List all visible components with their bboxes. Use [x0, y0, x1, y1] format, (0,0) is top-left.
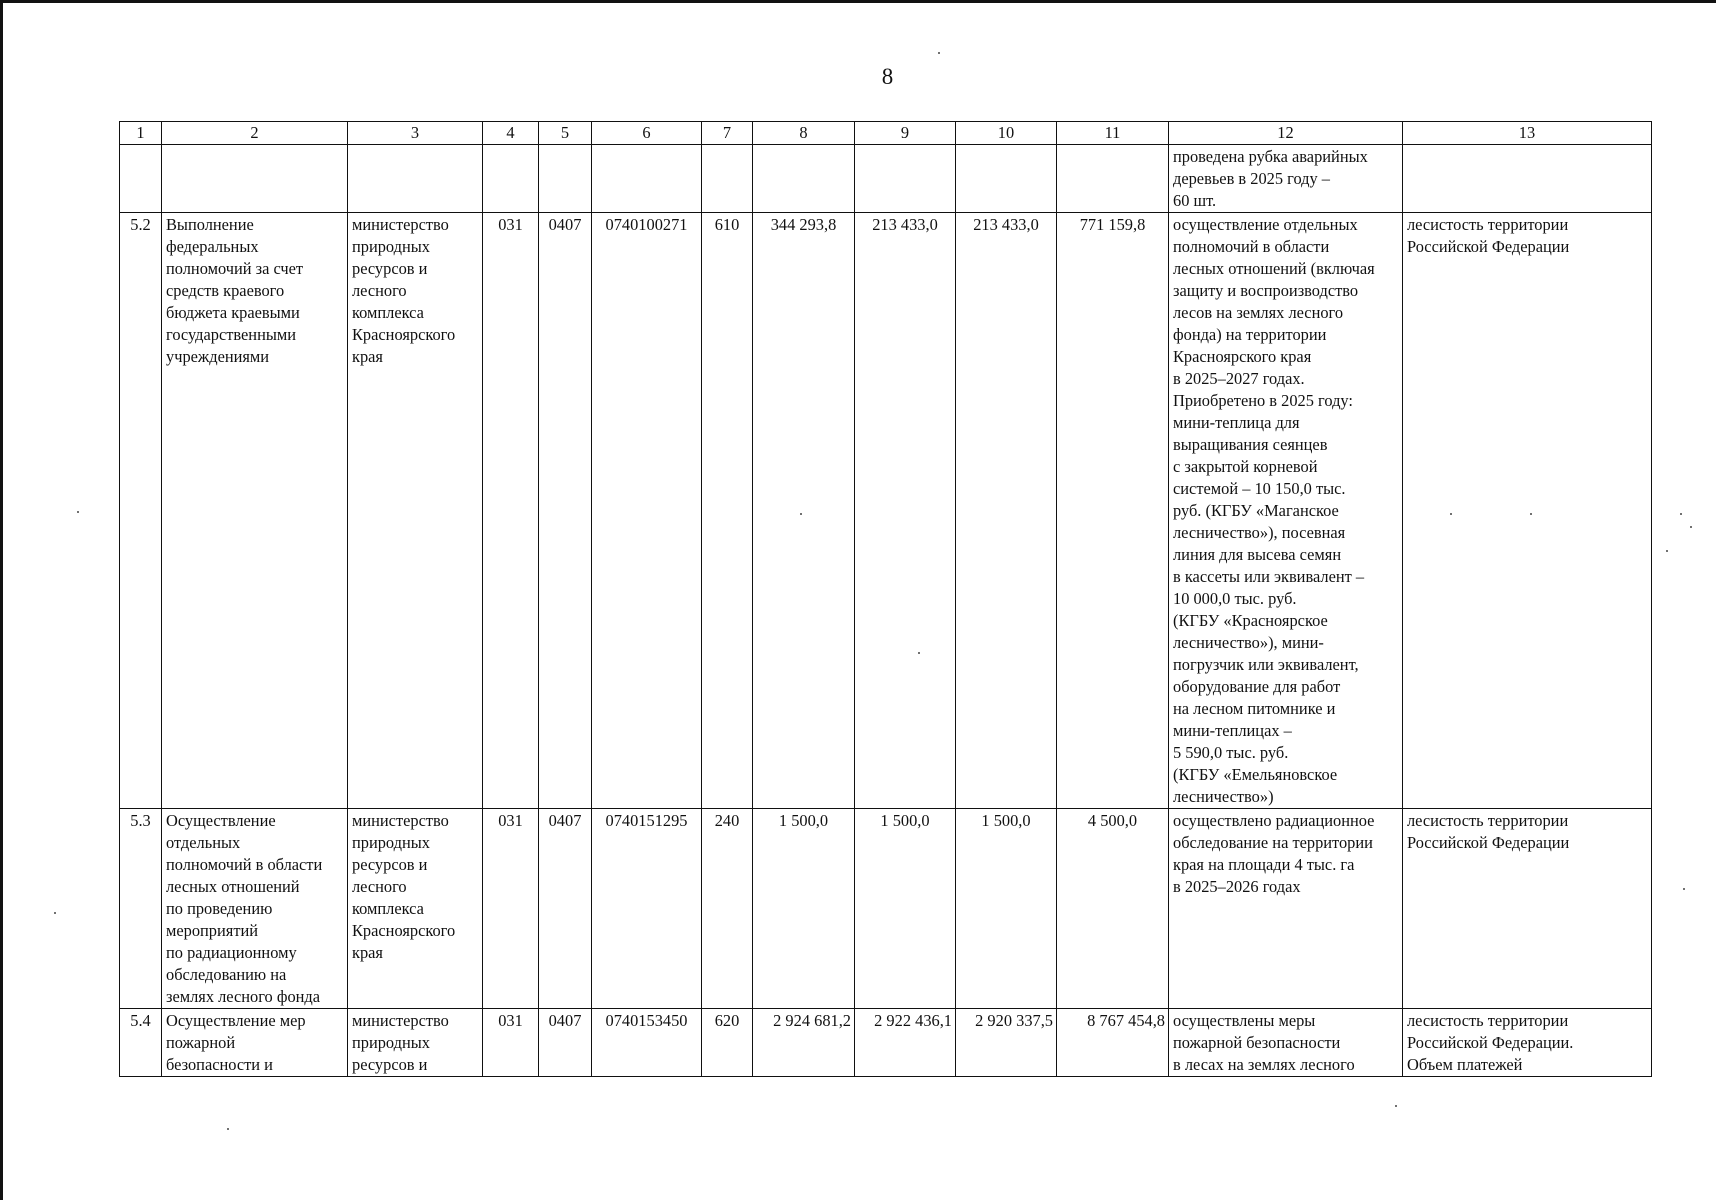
cell-item-number: 5.4	[120, 1009, 162, 1077]
cell-empty	[483, 145, 539, 213]
cell-amount-year-2: 213 433,0	[855, 213, 956, 809]
cell-measure-name: Осуществление отдельных полномочий в области лесных отношений по проведению мероприятий по радиационному обследованию на землях лесного фонда	[162, 809, 348, 1009]
program-table	[119, 121, 1652, 1077]
column-header: 8	[753, 122, 855, 145]
cell-result: осуществлены меры пожарной безопасности в лесах на землях лесного	[1169, 1009, 1403, 1077]
cell-amount-year-3: 2 920 337,5	[956, 1009, 1057, 1077]
column-header: 3	[348, 122, 483, 145]
cell-measure-name: Выполнение федеральных полномочий за счет средств краевого бюджета краевыми государственными учреждениями	[162, 213, 348, 809]
cell-empty	[1057, 145, 1169, 213]
cell-csr-code: 0740100271	[592, 213, 702, 809]
scan-speck	[1690, 526, 1692, 528]
cell-grbs-code: 031	[483, 213, 539, 809]
cell-amount-year-1: 344 293,8	[753, 213, 855, 809]
cell-empty	[753, 145, 855, 213]
cell-amount-year-3: 213 433,0	[956, 213, 1057, 809]
cell-empty	[348, 145, 483, 213]
table-row	[120, 213, 1652, 809]
cell-result: осуществление отдельных полномочий в области лесных отношений (включая защиту и воспроизводство лесов на землях лесного фонда) на территории Красноярского края в 2025–2027 годах. Приобретено в 2025 году: мини-теплица для выращивания сеянцев с закрытой корневой системой – 10 150,0 тыс. руб. (КГБУ «Маганское лесничество»), посевная линия для высева семян в кассеты или эквивалент – 10 000,0 тыс. руб. (КГБУ «Красноярское лесничество»), мини- погрузчик или эквивалент, оборудование для работ на лесном питомнике и мини-теплицах – 5 590,0 тыс. руб. (КГБУ «Емельяновское лесничество»)	[1169, 213, 1403, 809]
scan-speck	[1395, 1105, 1397, 1107]
cell-empty	[539, 145, 592, 213]
cell-csr-code: 0740151295	[592, 809, 702, 1009]
cell-empty	[956, 145, 1057, 213]
cell-vr-code: 620	[702, 1009, 753, 1077]
column-header: 2	[162, 122, 348, 145]
scan-speck	[54, 912, 56, 914]
cell-result: осуществлено радиационное обследование на территории края на площади 4 тыс. га в 2025–2026 годах	[1169, 809, 1403, 1009]
cell-rzpr-code: 0407	[539, 213, 592, 809]
cell-amount-year-2: 1 500,0	[855, 809, 956, 1009]
cell-empty	[120, 145, 162, 213]
column-header: 11	[1057, 122, 1169, 145]
cell-empty	[1403, 145, 1652, 213]
scan-speck	[227, 1128, 229, 1130]
table-header-row	[120, 122, 1652, 145]
column-header: 4	[483, 122, 539, 145]
cell-amount-total: 4 500,0	[1057, 809, 1169, 1009]
cell-indicator: лесистость территории Российской Федерации	[1403, 213, 1652, 809]
cell-amount-year-1: 2 924 681,2	[753, 1009, 855, 1077]
cell-item-number: 5.2	[120, 213, 162, 809]
cell-measure-name: Осуществление мер пожарной безопасности и	[162, 1009, 348, 1077]
column-header: 10	[956, 122, 1057, 145]
cell-amount-year-1: 1 500,0	[753, 809, 855, 1009]
cell-responsible-body: министерство природных ресурсов и лесного комплекса Красноярского края	[348, 809, 483, 1009]
cell-item-number: 5.3	[120, 809, 162, 1009]
cell-amount-year-2: 2 922 436,1	[855, 1009, 956, 1077]
scan-speck	[77, 511, 79, 513]
cell-vr-code: 610	[702, 213, 753, 809]
scan-speck	[938, 52, 940, 54]
cell-indicator: лесистость территории Российской Федерации	[1403, 809, 1652, 1009]
cell-csr-code: 0740153450	[592, 1009, 702, 1077]
cell-grbs-code: 031	[483, 1009, 539, 1077]
cell-vr-code: 240	[702, 809, 753, 1009]
cell-amount-total: 8 767 454,8	[1057, 1009, 1169, 1077]
table-row	[120, 809, 1652, 1009]
cell-result: проведена рубка аварийных деревьев в 2025 году – 60 шт.	[1169, 145, 1403, 213]
page-number: 8	[881, 64, 894, 89]
cell-rzpr-code: 0407	[539, 809, 592, 1009]
cell-responsible-body: министерство природных ресурсов и	[348, 1009, 483, 1077]
scan-speck	[1680, 513, 1682, 515]
cell-empty	[162, 145, 348, 213]
column-header: 9	[855, 122, 956, 145]
scan-speck	[1683, 888, 1685, 890]
column-header: 7	[702, 122, 753, 145]
column-header: 13	[1403, 122, 1652, 145]
table-row	[120, 1009, 1652, 1077]
column-header: 1	[120, 122, 162, 145]
scan-speck	[1666, 550, 1668, 552]
cell-responsible-body: министерство природных ресурсов и лесного комплекса Красноярского края	[348, 213, 483, 809]
cell-indicator: лесистость территории Российской Федерации. Объем платежей	[1403, 1009, 1652, 1077]
scan-border-top	[0, 0, 1716, 3]
cell-amount-year-3: 1 500,0	[956, 809, 1057, 1009]
scan-border-left	[0, 0, 3, 1200]
column-header: 12	[1169, 122, 1403, 145]
column-header: 5	[539, 122, 592, 145]
cell-rzpr-code: 0407	[539, 1009, 592, 1077]
column-header: 6	[592, 122, 702, 145]
cell-empty	[855, 145, 956, 213]
cell-empty	[702, 145, 753, 213]
cell-empty	[592, 145, 702, 213]
cell-grbs-code: 031	[483, 809, 539, 1009]
cell-amount-total: 771 159,8	[1057, 213, 1169, 809]
table-row-continuation	[120, 145, 1652, 213]
